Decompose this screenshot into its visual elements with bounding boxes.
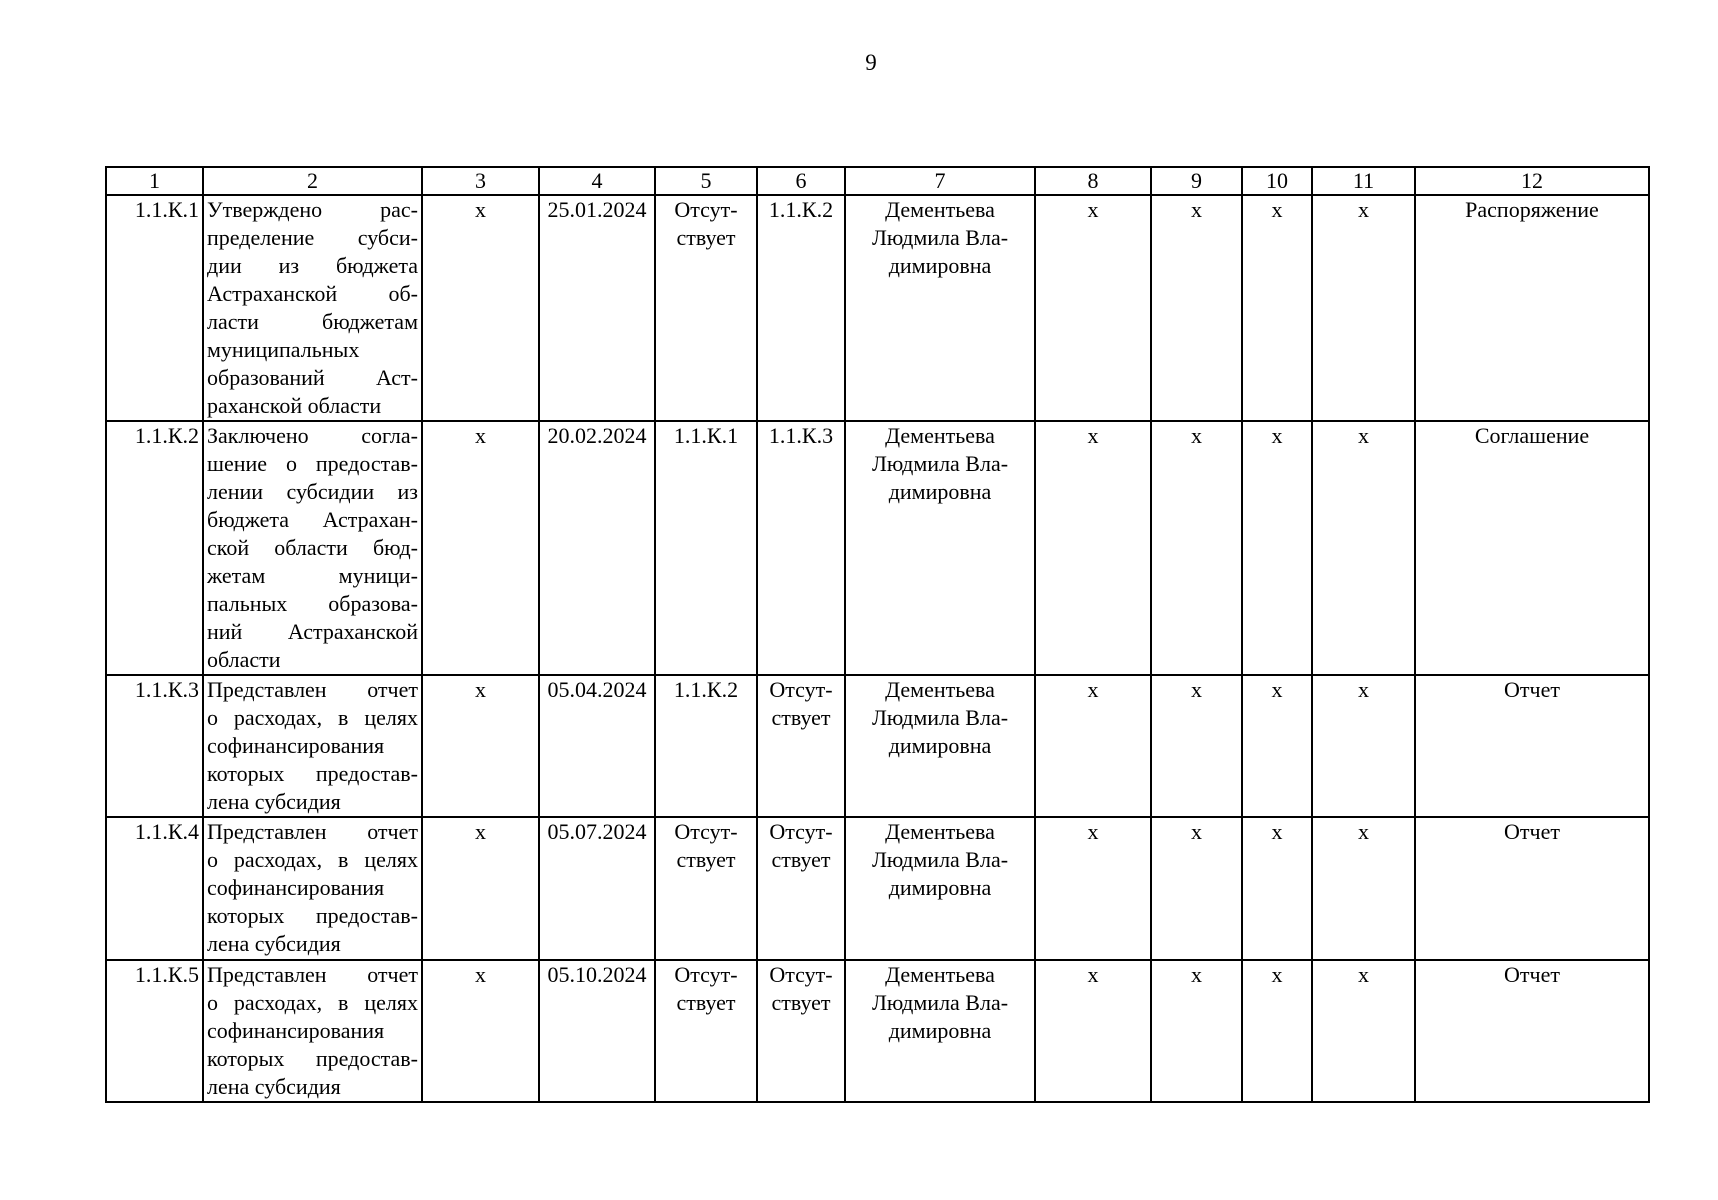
description-line: которых предостав- xyxy=(207,1046,418,1071)
responsible-line: димировна xyxy=(888,253,992,278)
description-line: бюджета Астрахан- xyxy=(207,507,418,532)
col8-value: x xyxy=(1035,421,1151,675)
col9-value: x xyxy=(1151,817,1242,960)
document-type: Соглашение xyxy=(1415,421,1649,675)
event-date: 05.07.2024 xyxy=(539,817,655,960)
predecessor xyxy=(655,960,757,1102)
successor xyxy=(757,960,845,1102)
header-cell: 12 xyxy=(1415,167,1649,195)
document-type: Распоряжение xyxy=(1415,195,1649,421)
successor-line: Отсут- xyxy=(769,962,833,987)
table-row xyxy=(106,421,1649,675)
col3-value: x xyxy=(422,421,539,675)
responsible-person xyxy=(845,195,1035,421)
predecessor xyxy=(655,195,757,421)
event-date: 05.04.2024 xyxy=(539,675,655,817)
description-line: лена субсидия xyxy=(207,789,341,814)
col8-value: x xyxy=(1035,195,1151,421)
responsible-line: димировна xyxy=(888,1018,992,1043)
description-line: Представлен отчет xyxy=(207,819,418,844)
description-line: о расходах, в целях xyxy=(207,705,418,730)
col9-value: x xyxy=(1151,675,1242,817)
header-cell: 10 xyxy=(1242,167,1312,195)
responsible-line: димировна xyxy=(888,875,992,900)
header-cell: 9 xyxy=(1151,167,1242,195)
responsible-line: димировна xyxy=(888,733,992,758)
description-line: Заключено согла- xyxy=(207,423,418,448)
responsible-person xyxy=(845,817,1035,960)
col11-value: x xyxy=(1312,960,1415,1102)
description-line: лена субсидия xyxy=(207,1074,341,1099)
successor-line: ствует xyxy=(771,990,831,1015)
description-line: лена субсидия xyxy=(207,931,341,956)
responsible-person xyxy=(845,675,1035,817)
event-date: 25.01.2024 xyxy=(539,195,655,421)
description-line: Представлен отчет xyxy=(207,962,418,987)
predecessor-line: Отсут- xyxy=(674,962,738,987)
col10-value: x xyxy=(1242,421,1312,675)
predecessor-line: Отсут- xyxy=(674,819,738,844)
description-line: ний Астраханской xyxy=(207,619,418,644)
predecessor-line: Отсут- xyxy=(674,197,738,222)
col9-value: x xyxy=(1151,195,1242,421)
predecessor-line: ствует xyxy=(676,847,736,872)
description-line: о расходах, в целях xyxy=(207,990,418,1015)
successor-line: ствует xyxy=(771,847,831,872)
predecessor-line: ствует xyxy=(676,990,736,1015)
header-cell: 2 xyxy=(203,167,422,195)
col10-value: x xyxy=(1242,675,1312,817)
predecessor xyxy=(655,675,757,817)
description-line: софинансирования xyxy=(207,733,385,758)
successor-line: Отсут- xyxy=(769,677,833,702)
responsible-person xyxy=(845,421,1035,675)
description-line: жетам муници- xyxy=(207,563,418,588)
col3-value: x xyxy=(422,960,539,1102)
table-body xyxy=(106,195,1649,1102)
description-line: дии из бюджета xyxy=(207,253,418,278)
col11-value: x xyxy=(1312,421,1415,675)
col3-value: x xyxy=(422,817,539,960)
event-code: 1.1.К.1 xyxy=(106,195,203,421)
document-type: Отчет xyxy=(1415,960,1649,1102)
description-line: лении субсидии из xyxy=(207,479,418,504)
description-line: софинансирования xyxy=(207,1018,385,1043)
col3-value: x xyxy=(422,195,539,421)
header-cell: 4 xyxy=(539,167,655,195)
header-cell: 1 xyxy=(106,167,203,195)
table-row xyxy=(106,817,1649,960)
document-type: Отчет xyxy=(1415,675,1649,817)
table-row xyxy=(106,675,1649,817)
description-line: о расходах, в целях xyxy=(207,847,418,872)
col8-value: x xyxy=(1035,960,1151,1102)
event-description xyxy=(203,960,422,1102)
col10-value: x xyxy=(1242,195,1312,421)
description-line: пределение субси- xyxy=(207,225,418,250)
event-code: 1.1.К.3 xyxy=(106,675,203,817)
description-line: Утверждено рас- xyxy=(207,197,418,222)
col11-value: x xyxy=(1312,195,1415,421)
event-description xyxy=(203,675,422,817)
table-row xyxy=(106,960,1649,1102)
event-date: 05.10.2024 xyxy=(539,960,655,1102)
successor xyxy=(757,675,845,817)
successor-line: ствует xyxy=(771,705,831,730)
description-line: ласти бюджетам xyxy=(207,309,418,334)
responsible-line: Людмила Вла- xyxy=(871,225,1009,250)
description-line: образований Аст- xyxy=(207,365,418,390)
responsible-line: Людмила Вла- xyxy=(871,990,1009,1015)
page-number: 9 xyxy=(865,50,877,75)
responsible-line: Дементьева xyxy=(885,677,995,702)
successor xyxy=(757,195,845,421)
header-cell: 7 xyxy=(845,167,1035,195)
description-line: Астраханской об- xyxy=(207,281,418,306)
responsible-line: Людмила Вла- xyxy=(871,847,1009,872)
event-code: 1.1.К.2 xyxy=(106,421,203,675)
table-row xyxy=(106,195,1649,421)
description-line: шение о предостав- xyxy=(207,451,418,476)
predecessor-line: ствует xyxy=(676,225,736,250)
col10-value: x xyxy=(1242,817,1312,960)
successor-line: Отсут- xyxy=(769,819,833,844)
successor-line: 1.1.К.2 xyxy=(768,197,834,222)
description-line: муниципальных xyxy=(207,337,360,362)
predecessor xyxy=(655,421,757,675)
responsible-person xyxy=(845,960,1035,1102)
predecessor-line: 1.1.К.2 xyxy=(673,677,739,702)
col8-value: x xyxy=(1035,675,1151,817)
description-line: которых предостав- xyxy=(207,903,418,928)
responsible-line: Дементьева xyxy=(885,962,995,987)
event-date: 20.02.2024 xyxy=(539,421,655,675)
col11-value: x xyxy=(1312,675,1415,817)
event-description xyxy=(203,195,422,421)
description-line: раханской области xyxy=(207,393,382,418)
description-line: пальных образова- xyxy=(207,591,418,616)
predecessor xyxy=(655,817,757,960)
header-cell: 3 xyxy=(422,167,539,195)
responsible-line: Дементьева xyxy=(885,197,995,222)
header-cell: 8 xyxy=(1035,167,1151,195)
description-line: Представлен отчет xyxy=(207,677,418,702)
description-line: софинансирования xyxy=(207,875,385,900)
header-row xyxy=(106,167,1649,195)
document-type: Отчет xyxy=(1415,817,1649,960)
event-code: 1.1.К.5 xyxy=(106,960,203,1102)
header-cell: 11 xyxy=(1312,167,1415,195)
event-description xyxy=(203,421,422,675)
description-line: ской области бюд- xyxy=(207,535,418,560)
predecessor-line: 1.1.К.1 xyxy=(673,423,739,448)
successor-line: 1.1.К.3 xyxy=(768,423,834,448)
successor xyxy=(757,421,845,675)
description-line: которых предостав- xyxy=(207,761,418,786)
successor xyxy=(757,817,845,960)
col11-value: x xyxy=(1312,817,1415,960)
header-cell: 5 xyxy=(655,167,757,195)
responsible-line: Людмила Вла- xyxy=(871,705,1009,730)
col9-value: x xyxy=(1151,421,1242,675)
header-cell: 6 xyxy=(757,167,845,195)
col9-value: x xyxy=(1151,960,1242,1102)
col8-value: x xyxy=(1035,817,1151,960)
event-description xyxy=(203,817,422,960)
responsible-line: Дементьева xyxy=(885,423,995,448)
col10-value: x xyxy=(1242,960,1312,1102)
description-line: области xyxy=(207,647,281,672)
event-code: 1.1.К.4 xyxy=(106,817,203,960)
responsible-line: Дементьева xyxy=(885,819,995,844)
responsible-line: Людмила Вла- xyxy=(871,451,1009,476)
control-points-table xyxy=(105,166,1650,1103)
col3-value: x xyxy=(422,675,539,817)
responsible-line: димировна xyxy=(888,479,992,504)
